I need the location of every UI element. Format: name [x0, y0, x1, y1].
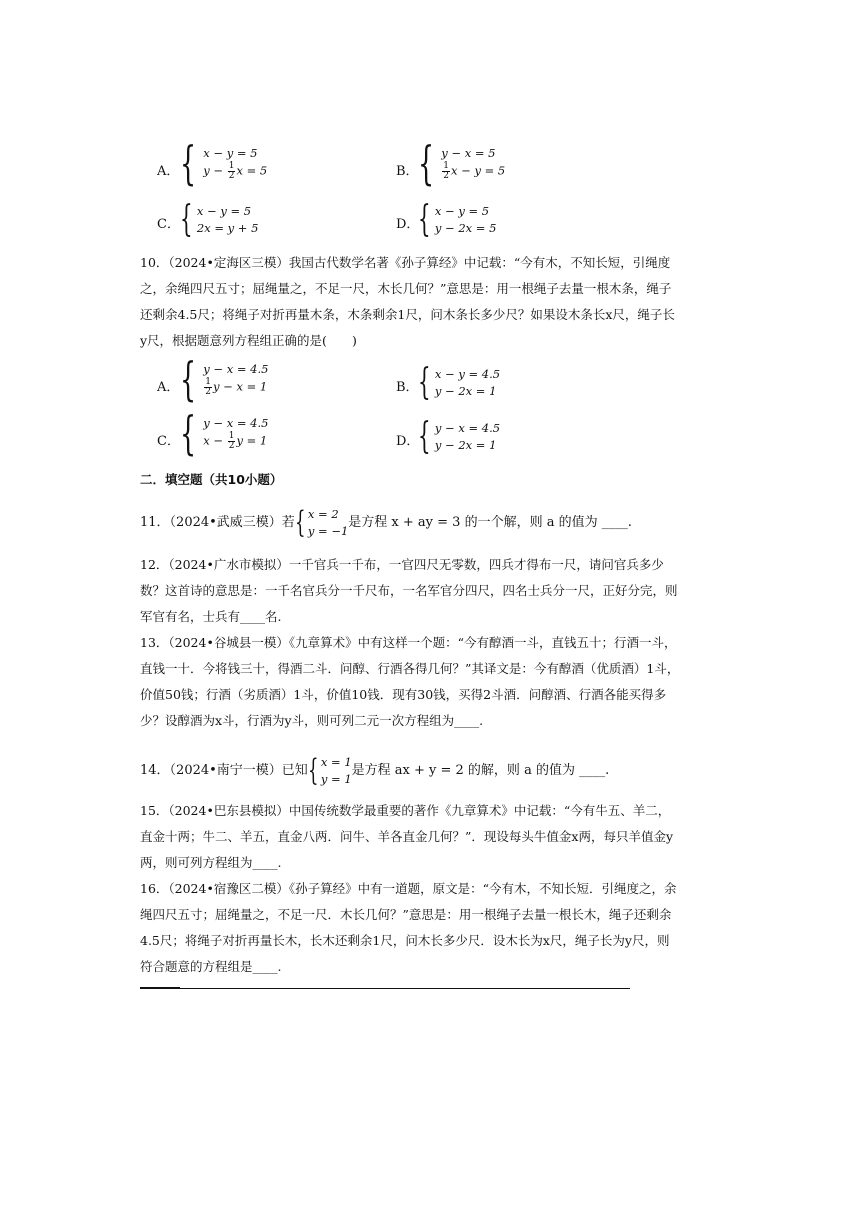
q15-text: 15．（2024•巴东县模拟）中国传统数学最重要的著作《九章算术》中记载：“今有牛五、羊二，直金十两；牛二、羊五，直金八两．问牛、羊各直金几何？”．现设每头牛值金x两，每只羊值金y两，则可列方程组为____. [140, 803, 674, 870]
q9-option-b-system [418, 136, 506, 190]
equation: x − y = 4.5 [434, 367, 501, 381]
q11-suffix: 是方程 x + ay = 3 的一个解，则 a 的值为 ____. [348, 515, 632, 530]
q10-option-d-label: D． [396, 434, 420, 449]
q10-option-c-label: C． [157, 434, 180, 449]
equation: x = 1 [320, 755, 352, 769]
equation: y − $\frac{1}{2}$ x = 5 [203, 161, 268, 181]
equation: y − x = 4.5 [203, 416, 269, 430]
equation: x − y = 5 [203, 146, 258, 160]
equation: $\frac{1}{2}$ y − x = 1 [205, 377, 268, 397]
q10-option-b-system [418, 362, 501, 403]
q10-option-d-system [418, 416, 501, 457]
q9-option-b-label: B． [396, 164, 419, 179]
q11-prefix: 11．（2024•武威三模）若 [140, 515, 295, 530]
q9-option-a-label: A． [157, 164, 180, 179]
q12-text: 12．（2024•广水市模拟）一千官兵一千布，一官四尺无零数，四兵才得布一尺，请问官兵多少数？这首诗的意思是：一千名官兵分一千尺布，一名军官分四尺，四名士兵分一尺，正好分完，则军官有名，士兵有____名. [140, 557, 678, 624]
equation: y − x = 4.5 [203, 362, 269, 376]
divider [140, 988, 630, 989]
q10-text: 10．（2024•定海区三模）我国古代数学名著《孙子算经》中记载：“今有木，不知长短，引绳度之，余绳四尺五寸；屈绳量之，不足一尺，木长几何？”意思是：用一根绳子去量一根木条，绳子还剩余4.5尺；将绳子对折再量木条，木条剩余1尺，问木条长多少尺？如果设木条长x尺，绳子长y尺，根据题意列方程组正确的是( ) [140, 255, 675, 348]
q10-option-c-system [180, 406, 269, 460]
q11 [140, 506, 632, 540]
brace: { [307, 753, 319, 788]
equation: $\frac{1}{2}$ x − y = 5 [443, 161, 506, 181]
q14-system [308, 754, 352, 788]
q9-option-c-label: C． [157, 217, 180, 232]
equation: y − 2x = 5 [434, 221, 497, 235]
equation: y = −1 [307, 524, 349, 538]
equation: y − 2x = 1 [434, 384, 497, 398]
equation: y = 1 [320, 772, 352, 786]
section-heading: 二．填空题（共10小题） [140, 472, 283, 487]
brace: { [418, 199, 431, 240]
q9-option-a-system [180, 136, 268, 190]
equation: x = 2 [307, 507, 339, 521]
q14-prefix: 14．（2024•南宁一模）已知 [140, 763, 308, 778]
q14-suffix: 是方程 ax + y = 2 的解，则 a 的值为 ____. [351, 763, 610, 778]
equation: y − x = 4.5 [434, 421, 501, 435]
brace: { [180, 406, 197, 460]
brace: { [418, 362, 431, 403]
brace: { [180, 352, 197, 406]
q16-text: 16．（2024•宿豫区二模）《孙子算经》中有一道题，原文是：“今有木，不知长短．引绳度之，余绳四尺五寸；屈绳量之，不足一尺．木长几何？”意思是：用一根绳子去量一根长木，绳子还剩余4.5尺；将绳子对折再量长木，长木还剩余1尺，问木长多少尺．设木长为x尺，绳子长为y尺，则符合题意的方程组是____. [140, 881, 677, 974]
brace: { [418, 136, 435, 190]
q14 [140, 754, 609, 788]
brace: { [418, 416, 431, 457]
q9-option-d-label: D． [396, 217, 420, 232]
q13-text: 13．（2024•谷城县一模）《九章算术》中有这样一个题：“今有醇酒一斗，直钱五十；行酒一斗，直钱一十．今将钱三十，得酒二斗．问醇、行酒各得几何？”其译文是：今有醇酒（优质酒）1斗，价值50钱；行酒（劣质酒）1斗，价值10钱．现有30钱，买得2斗酒．问醇酒、行酒各能买得多少？设醇酒为x斗，行酒为y斗，则可列二元一次方程组为____. [140, 635, 680, 728]
q10-option-a-system [180, 352, 269, 406]
equation: y − x = 5 [441, 146, 496, 160]
equation: y − 2x = 1 [434, 438, 497, 452]
q9-option-d-system [418, 199, 497, 240]
brace: { [180, 199, 193, 240]
brace: { [294, 505, 306, 540]
q9-option-c-system [180, 199, 259, 240]
equation: x − y = 5 [434, 204, 490, 218]
q10-option-a-label: A． [157, 380, 180, 395]
equation: x − y = 5 [196, 204, 252, 218]
brace: { [180, 136, 197, 190]
divider-accent [140, 987, 180, 989]
q10-option-b-label: B． [396, 380, 419, 395]
equation: 2x = y + 5 [196, 221, 259, 235]
q11-system [295, 506, 349, 540]
equation: x − $\frac{1}{2}$ y = 1 [203, 431, 268, 451]
